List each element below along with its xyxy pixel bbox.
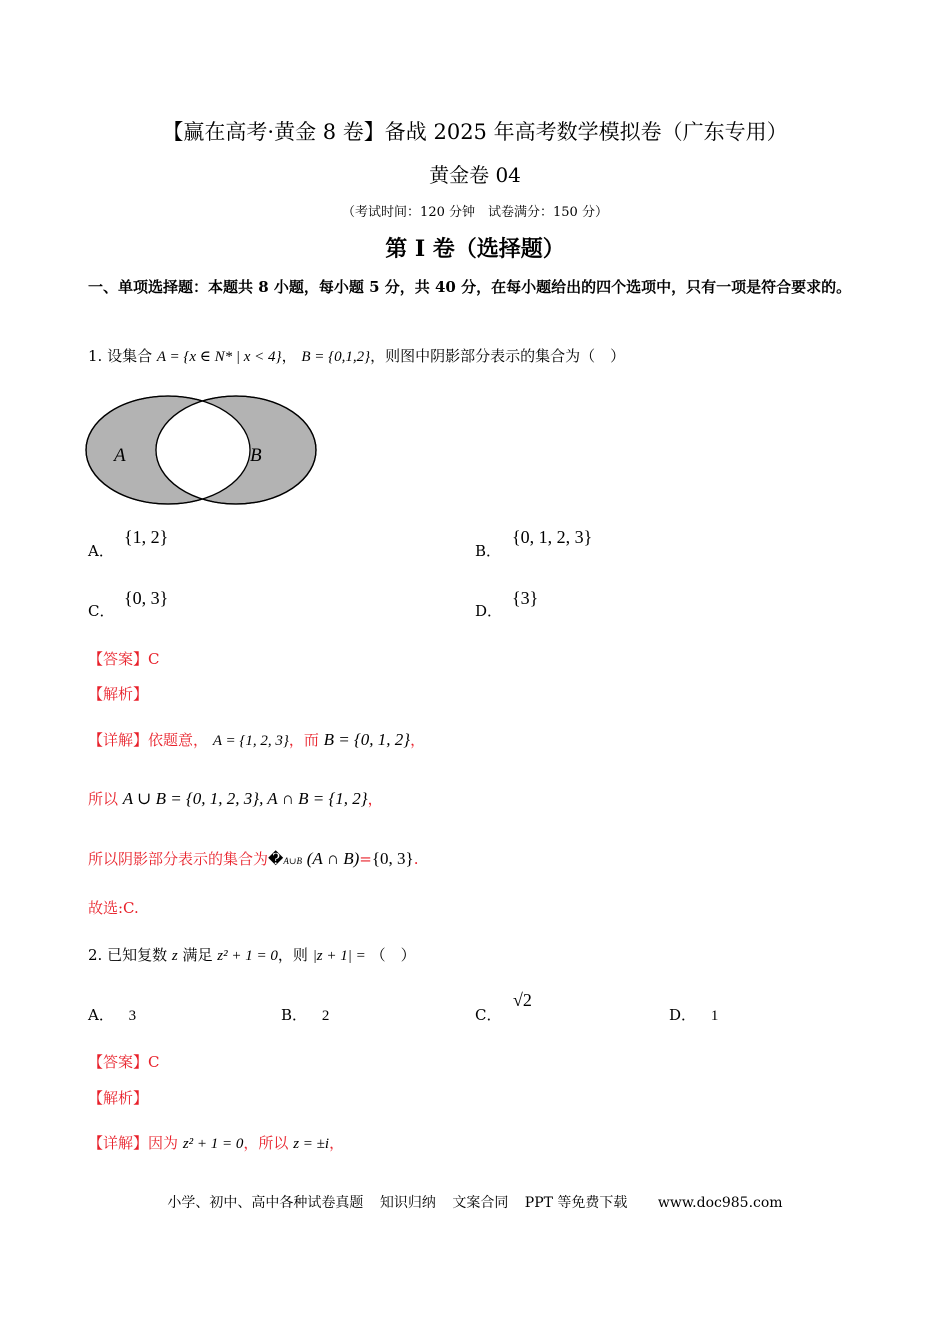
q2-analysis-label: 【解析】 <box>88 1089 149 1107</box>
q1-detail-1-text: 依题意， <box>148 731 209 749</box>
q1-detail-line-2 <box>88 788 383 809</box>
q1-option-d-value: {3} <box>512 588 539 608</box>
question-2-mid: 满足 <box>182 946 213 964</box>
q2-option-c-value: √2 <box>513 990 532 1010</box>
q1-detail-3-set: {0, 3} <box>371 849 414 868</box>
section-heading: 一、单项选择题：本题共 8 小题，每小题 5 分，共 40 分，在每小题给出的四个选项中，只有一项是符合要求的。 <box>88 278 852 296</box>
q1-option-c-value: {0, 3} <box>124 588 169 608</box>
question-2-var: z <box>171 948 178 964</box>
q1-analysis-label: 【解析】 <box>88 685 149 703</box>
q2-detail-text-1: 因为 <box>148 1134 179 1152</box>
q2-option-d-letter: D． <box>669 1006 697 1024</box>
q2-option-b[interactable] <box>281 1004 329 1025</box>
q2-answer: 【答案】C <box>88 1053 160 1071</box>
question-1 <box>88 345 625 366</box>
complement-symbol: � <box>268 850 284 868</box>
q1-detail-3-math: (A ∩ B) <box>306 849 360 868</box>
q1-detail-line-3 <box>88 848 418 869</box>
q1-option-a-letter: A． <box>88 542 114 560</box>
q1-detail-1-end: ， <box>410 731 426 749</box>
q1-option-c-letter: C． <box>88 602 115 620</box>
q2-detail-text-2: ，所以 <box>243 1134 289 1152</box>
question-2-suffix: （ ） <box>370 946 416 964</box>
q2-option-a[interactable] <box>88 1004 136 1025</box>
q1-option-b-letter: B． <box>475 542 502 560</box>
set-b-definition: B = {0,1,2} <box>301 349 371 365</box>
q1-detail-2-math: A ∪ B = {0, 1, 2, 3}, A ∩ B = {1, 2} <box>122 789 368 808</box>
q1-option-d-letter: D． <box>475 602 503 620</box>
q2-option-c[interactable] <box>475 1004 501 1025</box>
q1-detail-1-math-b: B = {0, 1, 2} <box>323 730 411 749</box>
q2-detail-line <box>88 1132 344 1153</box>
question-1-prefix: 1. 设集合 <box>88 347 153 365</box>
q2-option-a-letter: A． <box>88 1006 114 1024</box>
set-a-definition: A = {x ∈ N* | x < 4} <box>156 349 282 365</box>
q2-detail-tag: 【详解】 <box>88 1134 149 1152</box>
q1-detail-line-1 <box>88 729 425 750</box>
question-2-expression: |z + 1| = <box>312 948 366 964</box>
q2-option-b-value: 2 <box>321 1008 330 1024</box>
q1-detail-3-end: . <box>413 850 419 868</box>
q1-detail-1-text2: ，而 <box>288 731 319 749</box>
q2-detail-math-2: z = ±i <box>293 1136 330 1152</box>
q2-option-c-letter: C． <box>475 1006 502 1024</box>
q2-option-b-letter: B． <box>281 1006 308 1024</box>
question-2-prefix: 2. 已知复数 <box>88 946 168 964</box>
question-1-suffix: ，则图中阴影部分表示的集合为（ ） <box>370 347 626 365</box>
q1-option-a-value: {1, 2} <box>124 527 169 547</box>
document-subtitle: 黄金卷 04 <box>429 163 521 187</box>
document-title: 【赢在高考·黄金 8 卷】备战 2025 年高考数学模拟卷（广东专用） <box>162 120 788 144</box>
q2-option-a-value: 3 <box>128 1008 137 1024</box>
venn-label-b: B <box>250 445 262 466</box>
venn-label-a: A <box>114 445 126 466</box>
question-2-mid2: ，则 <box>277 946 308 964</box>
q1-option-b[interactable] <box>475 540 501 561</box>
footer-url-link[interactable]: www.doc985.com <box>657 1195 783 1211</box>
q1-option-c[interactable] <box>88 600 114 621</box>
footer-text-3: 文案合同 <box>452 1195 509 1211</box>
question-2 <box>88 944 416 965</box>
q1-option-b-value: {0, 1, 2, 3} <box>512 527 593 547</box>
q1-separator: ， <box>281 347 297 365</box>
complement-subscript: A∪B <box>283 856 302 866</box>
venn-diagram <box>84 390 320 508</box>
q1-detail-1-math-a: A = {1, 2, 3} <box>212 733 289 749</box>
q1-detail-2-text: 所以 <box>88 790 119 808</box>
q1-option-d[interactable] <box>475 600 502 621</box>
q1-detail-3-text: 所以阴影部分表示的集合为 <box>88 850 269 868</box>
volume-heading: 第 I 卷（选择题） <box>385 236 565 262</box>
q2-detail-end: ， <box>329 1134 345 1152</box>
q2-option-d[interactable] <box>669 1004 718 1025</box>
q1-detail-tag: 【详解】 <box>88 731 149 749</box>
page-footer <box>0 1192 950 1212</box>
q1-option-a[interactable] <box>88 540 114 561</box>
exam-info: （考试时间：120 分钟 试卷满分：150 分） <box>342 205 608 220</box>
q1-answer: 【答案】C <box>88 650 160 668</box>
footer-text-4: PPT 等免费下载 <box>524 1195 628 1211</box>
q2-option-d-value: 1 <box>710 1008 719 1024</box>
q2-detail-math-1: z² + 1 = 0 <box>182 1136 244 1152</box>
footer-text-1: 小学、初中、高中各种试卷真题 <box>167 1195 364 1211</box>
q1-detail-3-eq: = <box>359 850 372 868</box>
question-2-equation: z² + 1 = 0 <box>217 948 278 964</box>
footer-text-2: 知识归纳 <box>379 1195 436 1211</box>
q1-detail-2-end: ， <box>367 790 383 808</box>
q1-conclusion: 故选:C. <box>88 899 139 917</box>
